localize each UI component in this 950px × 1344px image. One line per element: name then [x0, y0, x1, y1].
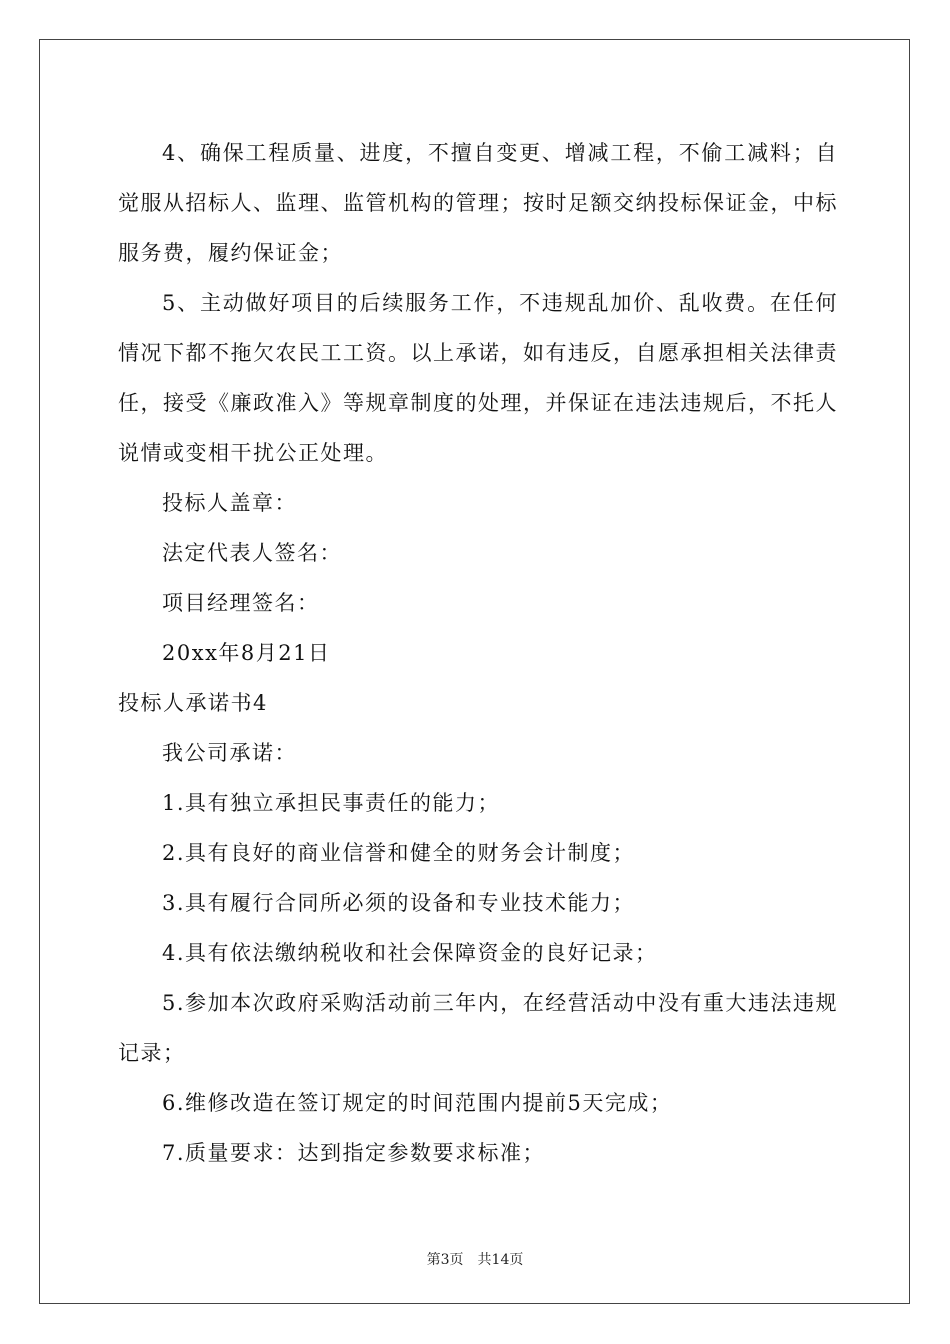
commitment-item-6: 6.维修改造在签订规定的时间范围内提前5天完成； — [162, 1091, 673, 1115]
commitment-item-1: 1.具有独立承担民事责任的能力； — [162, 791, 501, 815]
project-manager-signature-line: 项目经理签名： — [162, 591, 320, 615]
page-total: 共14页 — [477, 1252, 524, 1268]
bidder-seal-line: 投标人盖章： — [162, 491, 297, 515]
date-line: 20xx年8月21日 — [162, 641, 331, 665]
commitment-item-5: 5.参加本次政府采购活动前三年内，在经营活动中没有重大违法违规记录； — [118, 991, 838, 1065]
page-footer — [0, 1249, 950, 1269]
legal-representative-signature-line: 法定代表人签名： — [162, 541, 342, 565]
section-title: 投标人承诺书4 — [118, 691, 268, 715]
paragraph-item-4: 4、确保工程质量、进度，不擅自变更、增减工程，不偷工减料；自觉服从招标人、监理、监管机构的管理；按时足额交纳投标保证金，中标服务费，履约保证金； — [118, 141, 838, 265]
commitment-item-4: 4.具有依法缴纳税收和社会保障资金的良好记录； — [162, 941, 658, 965]
commitment-intro: 我公司承诺： — [162, 741, 297, 765]
commitment-item-3: 3.具有履行合同所必须的设备和专业技术能力； — [162, 891, 636, 915]
page-number: 第3页 — [426, 1252, 464, 1268]
commitment-item-7: 7.质量要求：达到指定参数要求标准； — [162, 1141, 546, 1165]
paragraph-item-5: 5、主动做好项目的后续服务工作，不违规乱加价、乱收费。在任何情况下都不拖欠农民工工资。以上承诺，如有违反，自愿承担相关法律责任，接受《廉政准入》等规章制度的处理，并保证在违法违规后，不托人说情或变相干扰公正处理。 — [118, 291, 838, 465]
commitment-item-2: 2.具有良好的商业信誉和健全的财务会计制度； — [162, 841, 636, 865]
document-body — [118, 128, 838, 1178]
